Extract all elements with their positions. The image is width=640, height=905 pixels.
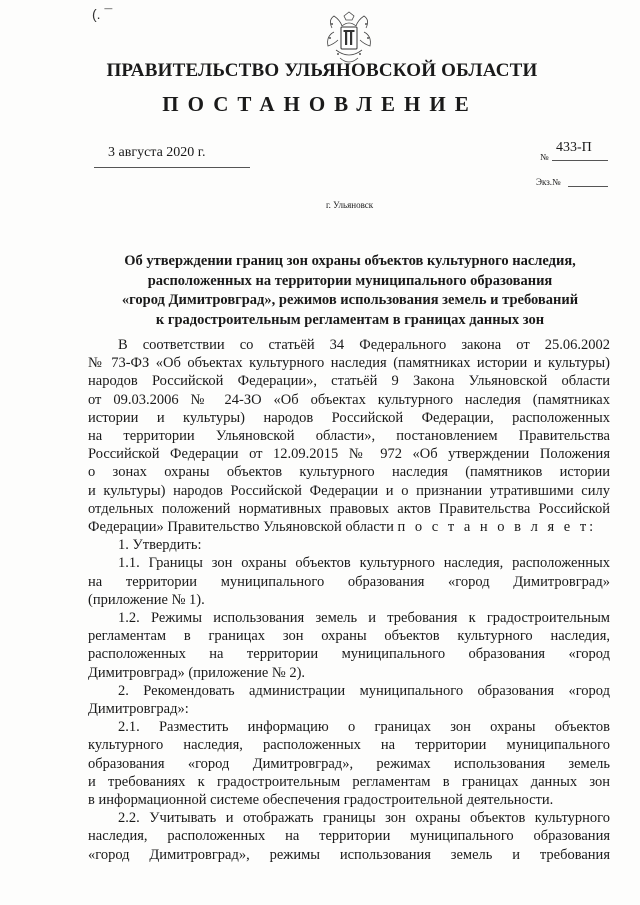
body-line: В соответствии со статьёй 34 Федерального закона от 25.06.2002	[118, 337, 610, 353]
heading-line: к градостроительным регламентам в границах данных зон	[155, 311, 545, 328]
document-type-title: ПОСТАНОВЛЕНИЕ	[162, 92, 478, 116]
body-line: истории и культуры) народов Российской Федерации, расположенных	[88, 409, 610, 426]
body-line: Димитровград»:	[88, 701, 189, 718]
body-line-decree	[88, 518, 610, 536]
body-line: расположенных на территории муниципального образования «город	[88, 646, 610, 663]
corner-handwritten-mark: (. ¯	[92, 6, 113, 22]
body-line: в информационной системе обеспечения градостроительной деятельности.	[88, 792, 554, 809]
organization-title: ПРАВИТЕЛЬСТВО УЛЬЯНОВСКОЙ ОБЛАСТИ	[106, 60, 538, 81]
document-body	[88, 336, 610, 864]
heading-line: Об утверждении границ зон охраны объектов культурного наследия,	[124, 253, 576, 269]
body-line: и требованиях к градостроительным регламентам в границах данных зон	[88, 773, 610, 790]
heading-line: «город Димитровград», режимов использования земель и требований	[121, 292, 579, 308]
body-line: отдельных положений нормативных правовых актов Правительства Российской	[88, 500, 610, 517]
number-underline	[552, 160, 608, 161]
body-line: 1. Утвердить:	[118, 537, 202, 554]
document-number: 433-П	[556, 140, 592, 155]
body-line: 1.1. Границы зон охраны объектов культурного наследия, расположенных	[118, 555, 610, 572]
body-line: народов Российской Федерации», статьёй 9 Закона Ульяновской области	[88, 373, 610, 390]
body-line: на территории Ульяновской области», постановлением Правительства	[88, 428, 610, 445]
city-label: г. Ульяновск	[326, 200, 374, 210]
body-line: 2.2. Учитывать и отображать границы зон охраны объектов культурного	[118, 810, 610, 827]
body-line: наследия, расположенных на территории муниципального образования	[88, 828, 610, 845]
date-underline	[94, 167, 250, 168]
document-heading	[80, 252, 620, 330]
body-line: № 73-ФЗ «Об объектах культурного наследия (памятниках истории и культуры)	[88, 355, 610, 372]
body-line: 2.1. Разместить информацию о границах зон охраны объектов	[118, 719, 610, 736]
body-line: Димитровград» (приложение № 2).	[88, 664, 306, 681]
body-line: на территории муниципального образования «город Димитровград»	[88, 573, 610, 590]
document-date: 3 августа 2020 г.	[108, 145, 206, 160]
body-line: культурного наследия, расположенных на территории муниципального	[88, 737, 610, 754]
body-line: образования «город Димитровград», режимах использования земель	[88, 755, 610, 772]
body-line: о зонах охраны объектов культурного наследия (памятников истории	[88, 464, 610, 481]
body-line: (приложение № 1).	[88, 591, 205, 608]
copy-number-label: Экз.№	[536, 177, 561, 187]
number-sign: №	[540, 152, 549, 162]
body-line: регламентам в границах зон охраны объектов культурного наследия,	[88, 628, 610, 645]
body-line: «город Димитровград», режимы использования земель и требования	[88, 846, 610, 863]
body-line: Российской Федерации от 12.09.2015 № 972 «Об утверждении Положения	[88, 446, 610, 463]
body-line: 2. Рекомендовать администрации муниципального образования «город	[118, 682, 610, 699]
heading-line: расположенных на территории муниципального образования	[147, 272, 553, 289]
body-line: и культуры) народов Российской Федерации и о признании утратившими силу	[88, 482, 610, 499]
decree-word: п о с т а н о в л я е т:	[397, 519, 597, 536]
body-line: 1.2. Режимы использования земель и требования к градостроительным	[118, 610, 610, 627]
decree-preamble-end: Федерации» Правительство Ульяновской области	[88, 519, 394, 536]
body-line: от 09.03.2006 № 24-ЗО «Об объектах культурного наследия (памятниках	[88, 391, 610, 408]
copy-number-underline	[568, 186, 608, 187]
